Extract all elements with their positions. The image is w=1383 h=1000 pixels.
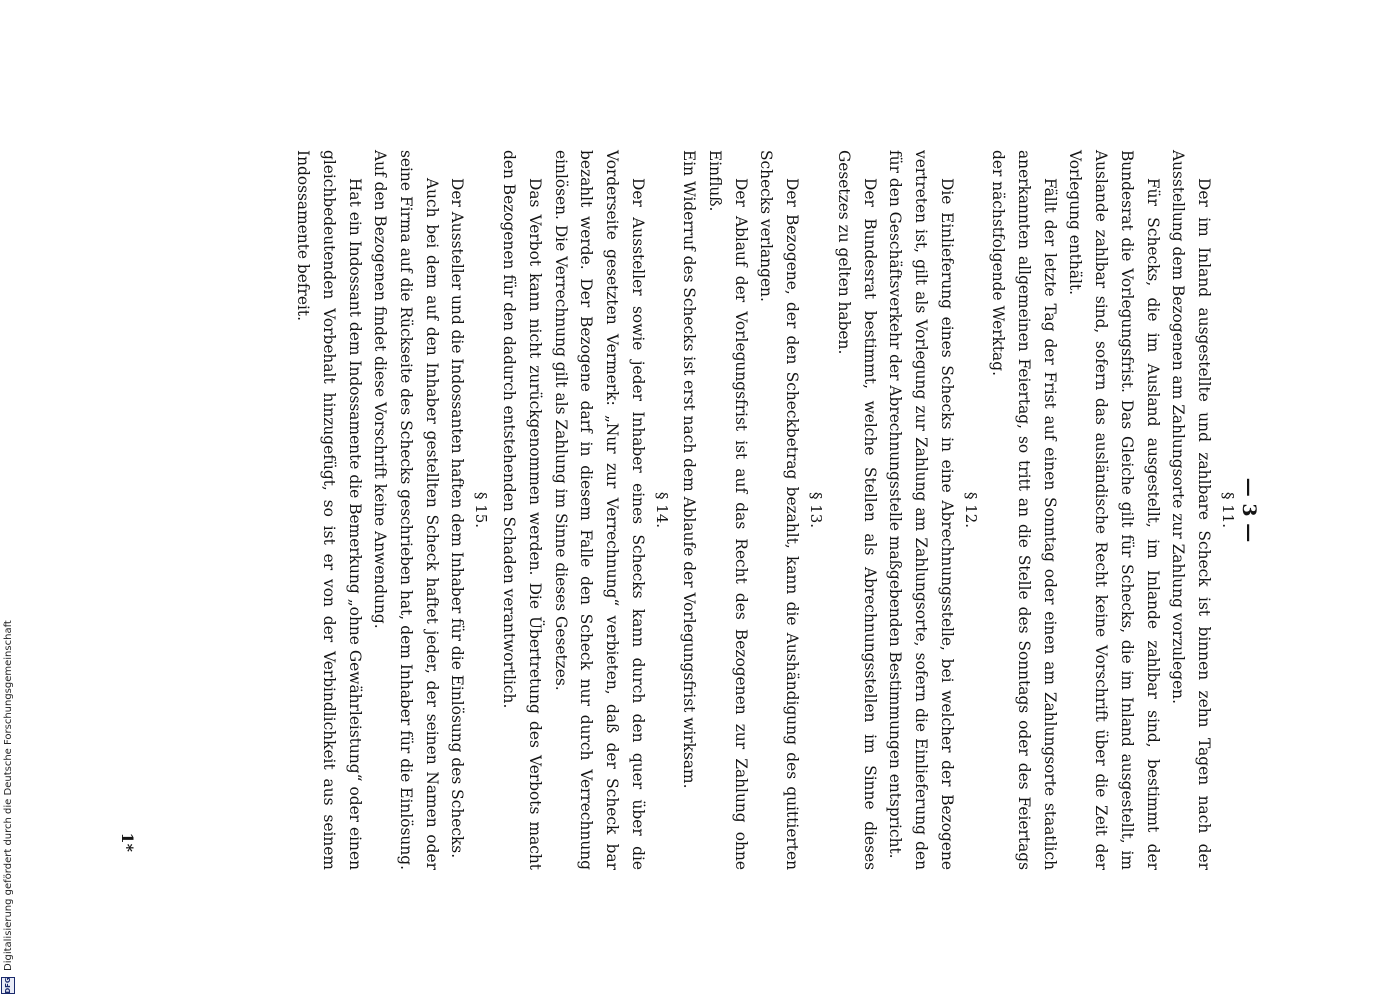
- section-14-paragraph-2: Das Verbot kann nicht zurückgenommen werden. Die Übertretung des Verbots macht den Bezogenen für den dadurch entstehenden Schaden verantwortlich.: [500, 150, 544, 870]
- section-12-paragraph-2: Der Bundesrat bestimmt, welche Stellen als Abrechnungsstellen im Sinne dieses Gesetzes zu gelten haben.: [834, 150, 879, 870]
- credit-text: Digitalisierung gefördert durch die Deutsche Forschungsgemeinschaft: [2, 620, 14, 971]
- page-header: [1238, 150, 1260, 870]
- section-13-paragraph-3: Ein Widerruf des Schecks ist erst nach dem Ablaufe der Vorlegungsfrist wirksam.: [680, 150, 699, 789]
- section-11-paragraph-2: Für Schecks, die im Ausland ausgestellt, im Inlande zahlbar sind, bestimmt der Bundesrat die Vorlegungsfrist. Das Gleiche gilt für Schecks, die im Inland ausgestellt, im Auslande zahlbar sind, sofern das ausländische Recht keine Vorschrift über die Zeit der Vorlegung enthält.: [1066, 150, 1162, 870]
- page-number: — 3 —: [1238, 477, 1260, 543]
- section-heading-12: § 12.: [961, 491, 980, 529]
- section-13-paragraph-1: Der Bezogene, der den Scheckbetrag bezahlt, kann die Aushändigung des quittierten Schecks verlangen.: [757, 150, 802, 870]
- digitization-credit: [0, 0, 16, 1000]
- section-15-paragraph-1: Der Aussteller und die Indossanten haften dem Inhaber für die Einlösung des Schecks.: [448, 178, 467, 859]
- section-heading-13: § 13.: [807, 491, 826, 529]
- section-15-paragraph-3: Hat ein Indossant dem Indossamente die Bemerkung „ohne Gewährleistung“ oder einen gleichbedeutenden Vorbehalt hinzugefügt, so ist er von der Verbindlichkeit aus seinem Indossamente befreit.: [294, 150, 364, 870]
- rotated-page: [118, 150, 1260, 870]
- section-11-paragraph-1: Der im Inland ausgestellte und zahlbare Scheck ist binnen zehn Tagen nach der Ausstellung dem Bezogenen am Zahlungsorte zur Zahlung vorzulegen.: [1169, 150, 1213, 870]
- section-heading-11: § 11.: [1219, 491, 1237, 529]
- section-14-paragraph-1: Der Aussteller sowie jeder Inhaber eines Schecks kann durch den quer über die Vorderseite gesetzten Vermerk: „Nur zur Verrechnung“ verbieten, daß der Scheck bar bezahlt werde. Der Bezogene darf in diesem Falle den Scheck nur durch Verrechnung einlösen. Die Verrechnung gilt als Zahlung im Sinne dieses Gesetzes.: [551, 150, 647, 870]
- section-heading-14: § 14.: [652, 491, 671, 529]
- section-13-paragraph-2: Der Ablauf der Vorlegungsfrist ist auf das Recht des Bezogenen zur Zahlung ohne Einfluß.: [706, 150, 750, 870]
- section-15-paragraph-2: Auch bei dem auf den Inhaber gestellten Scheck haftet jeder, der seinen Namen oder seine Firma auf die Rückseite des Schecks geschrieben hat, dem Inhaber für die Einlösung. Auf den Bezogenen findet diese Vorschrift keine Anwendung.: [371, 150, 441, 870]
- section-heading-15: § 15.: [472, 491, 491, 529]
- section-11-paragraph-3: Fällt der letzte Tag der Frist auf einen Sonntag oder einen am Zahlungsorte staatlich anerkannten allgemeinen Feiertag, so tritt an die Stelle des Sonntags oder des Feiertags der nächstfolgende Werktag.: [989, 150, 1059, 870]
- dfg-logo: DFG: [1, 977, 15, 994]
- section-12-paragraph-1: Die Einlieferung eines Schecks in eine Abrechnungsstelle, bei welcher der Bezogene vertreten ist, gilt als Vorlegung zur Zahlung am Zahlungsorte, sofern die Einlieferung den für den Geschäftsverkehr der Abrechnungsstelle maßgebenden Bestimmungen entspricht.: [886, 150, 956, 870]
- signature-mark: 1*: [118, 832, 137, 852]
